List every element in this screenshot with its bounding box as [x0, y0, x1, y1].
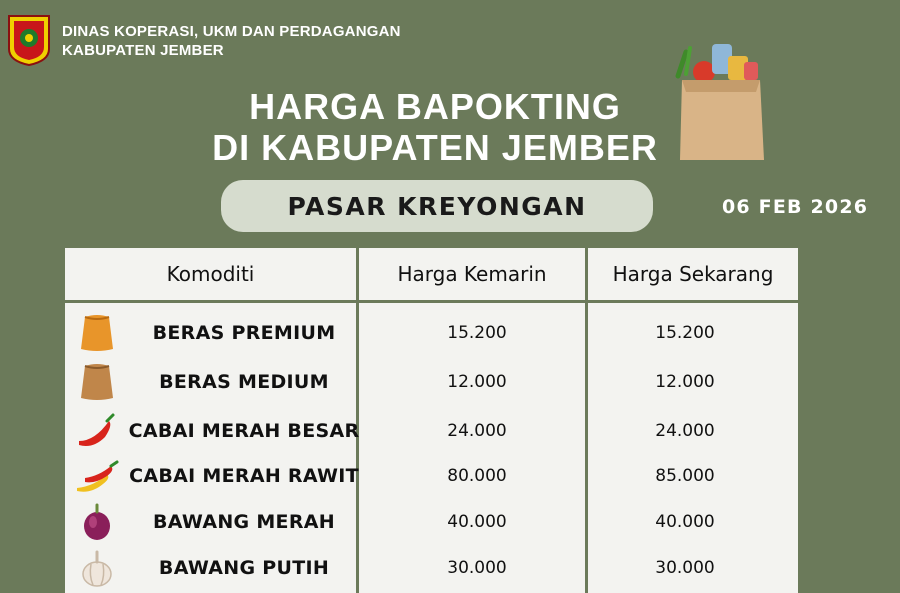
price-yesterday: 40.000: [447, 512, 507, 532]
shallot-icon: [75, 502, 119, 542]
page-title: [180, 86, 690, 168]
price-today: 30.000: [655, 558, 715, 578]
table-row: [65, 500, 798, 544]
commodity-name: BERAS PREMIUM: [152, 322, 336, 344]
grocery-bag-icon: [664, 38, 776, 164]
report-date: 06 FEB 2026: [722, 196, 869, 218]
table-row: [65, 311, 798, 355]
commodity-name: BAWANG MERAH: [153, 511, 335, 533]
price-yesterday: 80.000: [447, 466, 507, 486]
price-yesterday: 24.000: [447, 421, 507, 441]
header-commodity: Komoditi: [166, 262, 255, 286]
price-yesterday: 12.000: [447, 372, 507, 392]
commodity-name: CABAI MERAH BESAR: [128, 420, 360, 442]
price-today: 40.000: [655, 512, 715, 532]
org-line-1: DINAS KOPERASI, UKM DAN PERDAGANGAN: [62, 23, 401, 40]
price-today: 12.000: [655, 372, 715, 392]
commodity-name: BAWANG PUTIH: [158, 557, 330, 579]
garlic-icon: [75, 548, 119, 588]
title-line-2: DI KABUPATEN JEMBER: [212, 127, 658, 168]
table-row: [65, 360, 798, 404]
red-chili-icon: [75, 411, 119, 451]
table-row: [65, 454, 798, 498]
organization-name: [62, 22, 401, 60]
title-line-1: HARGA BAPOKTING: [249, 86, 621, 127]
rice-sack-medium-icon: [75, 362, 119, 402]
table-row: [65, 546, 798, 590]
price-today: 15.200: [655, 323, 715, 343]
header-price-yesterday: Harga Kemarin: [397, 262, 547, 286]
rice-sack-premium-icon: [75, 313, 119, 353]
jember-regency-logo: [6, 13, 52, 67]
price-yesterday: 30.000: [447, 558, 507, 578]
commodity-name: BERAS MEDIUM: [159, 371, 329, 393]
header-price-today: Harga Sekarang: [612, 262, 774, 286]
market-name-badge: PASAR KREYONGAN: [221, 180, 653, 232]
header-divider: [65, 300, 798, 303]
org-line-2: KABUPATEN JEMBER: [62, 42, 224, 59]
price-today: 24.000: [655, 421, 715, 441]
table-row: [65, 409, 798, 453]
bird-chili-icon: [75, 456, 119, 496]
commodity-name: CABAI MERAH RAWIT: [129, 465, 359, 487]
price-today: 85.000: [655, 466, 715, 486]
price-yesterday: 15.200: [447, 323, 507, 343]
price-table: [65, 248, 798, 593]
